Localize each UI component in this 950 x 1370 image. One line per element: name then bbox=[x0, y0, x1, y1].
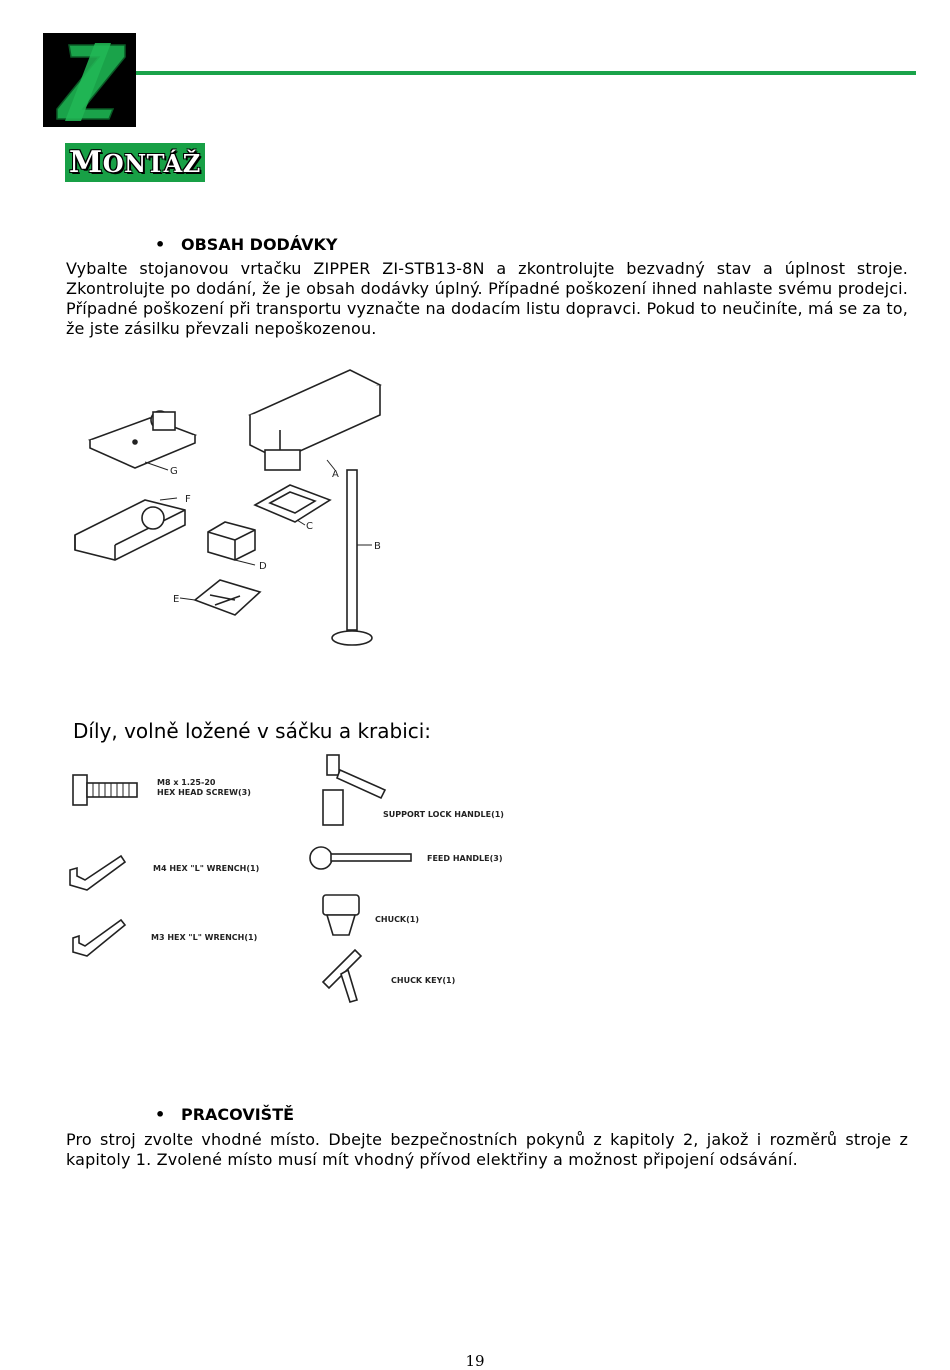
support-lock-handle-label: SUPPORT LOCK HANDLE(1) bbox=[383, 810, 504, 819]
figure-label-g: G bbox=[170, 466, 178, 477]
contents-heading-text: OBSAH DODÁVKY bbox=[181, 235, 338, 254]
contents-paragraph: Vybalte stojanovou vrtačku ZIPPER ZI-STB13-8N a zkontrolujte bezvadný stav a úplnost stroje. Zkontrolujte po dodání, že je obsah dodávky úplný. Případné poškození ihned nahlaste svému prodejci. Případné poškození při transportu vyznačte na dodacím listu dopravci. Pokud to neučiníte, má se za to, že jste zásilku převzali nepoškozenou. bbox=[66, 259, 908, 338]
workplace-paragraph: Pro stroj zvolte vhodné místo. Dbejte bezpečnostních pokynů z kapitoly 2, jakož i rozměrů stroje z kapitoly 1. Zvolené místo musí mít vhodný přívod elektřiny a možnost připojení odsávání. bbox=[66, 1130, 908, 1169]
screw-label-line1: M8 x 1.25-20 bbox=[157, 778, 216, 787]
figure-label-e: E bbox=[173, 594, 180, 605]
chuck-label: CHUCK(1) bbox=[375, 915, 420, 924]
screw-label-line2: HEX HEAD SCREW(3) bbox=[157, 788, 251, 797]
feed-handle-label: FEED HANDLE(3) bbox=[427, 854, 503, 863]
section-title: MONTÁŽ bbox=[65, 143, 205, 182]
page-number: 19 bbox=[465, 1352, 485, 1370]
figure-label-b: B bbox=[374, 541, 381, 552]
figure-label-a: A bbox=[332, 469, 339, 480]
chuck-key-label: CHUCK KEY(1) bbox=[391, 976, 456, 985]
loose-parts-heading: Díly, volně ložené v sáčku a krabici: bbox=[73, 719, 432, 743]
m4-wrench-label: M4 HEX "L" WRENCH(1) bbox=[153, 864, 260, 873]
header-rule bbox=[136, 71, 916, 75]
figure-label-f: F bbox=[185, 494, 191, 505]
workplace-heading-text: PRACOVIŠTĚ bbox=[181, 1105, 295, 1124]
figure-label-d: D bbox=[259, 561, 267, 572]
m3-wrench-label: M3 HEX "L" WRENCH(1) bbox=[151, 933, 258, 942]
contents-heading: • OBSAH DODÁVKY bbox=[155, 235, 338, 254]
workplace-heading: • PRACOVIŠTĚ bbox=[155, 1105, 295, 1124]
loose-parts-figure bbox=[65, 750, 525, 1005]
figure-label-c: C bbox=[306, 521, 313, 532]
delivery-contents-figure bbox=[65, 360, 395, 660]
brand-logo bbox=[43, 33, 136, 127]
